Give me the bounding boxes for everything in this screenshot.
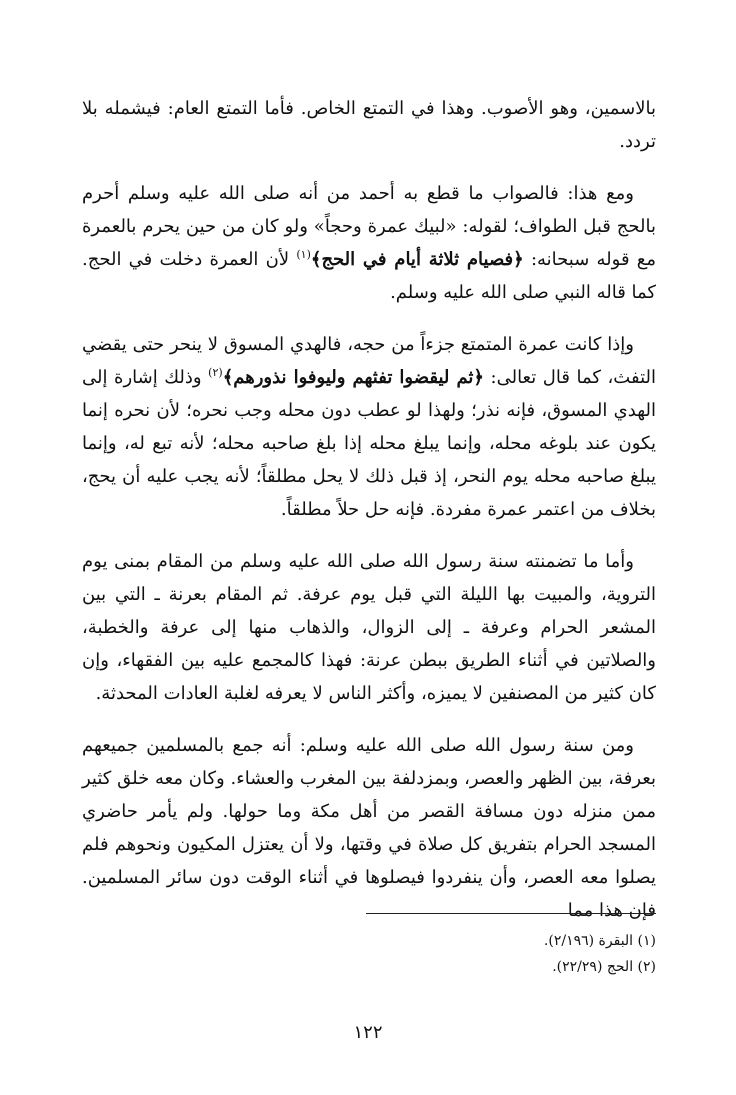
quran-quote-1: ﴿فصيام ثلاثة أيام في الحج﴾: [310, 249, 524, 270]
paragraph-5: ومن سنة رسول الله صلى الله عليه وسلم: أنه جمع بالمسلمين جميعهم بعرفة، بين الظهر والعصر، وبمزدلفة بين المغرب والعشاء. وكان معه خلق كثير ممن منزله دون مسافة القصر من أهل مكة وما حولها. ولم يأمر حاضري المسجد الحرام بتفريق كل صلاة في وقتها، ولا أن يعتزل المكيون ونحوهم فلم يصلوا معه العصر، وأن ينفردوا فيصلوها في أثناء الوقت دون سائر المسلمين. فإن هذا مما: [82, 735, 656, 921]
footnote-ref-2: (٢): [208, 366, 223, 379]
footnote-divider: [366, 913, 656, 914]
quran-quote-2: ﴿ثم ليقضوا تفثهم وليوفوا نذورهم﴾: [222, 367, 484, 388]
footnotes: [366, 928, 656, 980]
footnote-ref-1: (١): [296, 248, 311, 261]
footnote-2: (٢) الحج (٢٢/٢٩).: [552, 959, 656, 975]
paragraph-4: وأما ما تضمنته سنة رسول الله صلى الله عليه وسلم من المقام بمنى يوم التروية، والمبيت بها الليلة التي قبل يوم عرفة. ثم المقام بعرنة ـ التي بين المشعر الحرام وعرفة ـ إلى الزوال، والذهاب منها إلى عرفة والخطبة، والصلاتين في أثناء الطريق ببطن عرنة: فهذا كالمجمع عليه بين الفقهاء، وإن كان كثير من المصنفين لا يميزه، وأكثر الناس لا يعرفه لغلبة العادات المحدثة.: [82, 551, 656, 704]
paragraph-2-text-before: ومع هذا: فالصواب ما قطع به أحمد من أنه صلى الله عليه وسلم أحرم بالحج قبل الطواف؛ لقوله: «لبيك عمرة وحجاً» ولو كان من حين يحرم بالعمرة مع قوله سبحانه:: [82, 183, 656, 270]
paragraph-2: [82, 177, 656, 309]
paragraph-2-text-after: لأن العمرة دخلت في الحج. كما قاله النبي صلى الله عليه وسلم.: [82, 249, 656, 303]
paragraph-3: [82, 328, 656, 526]
paragraph-1: بالاسمين، وهو الأصوب. وهذا في التمتع الخاص. فأما التمتع العام: فيشمله بلا تردد.: [82, 98, 656, 152]
paragraph-3-text-after: وذلك إشارة إلى الهدي المسوق، فإنه نذر؛ ولهذا لو عطب دون محله وجب نحره؛ لأن نحره إنما يكون عند بلوغه محله، وإنما يبلغ محله إذا بلغ صاحبه محله؛ لأنه تبع له، وإنما يبلغ صاحبه محله يوم النحر، إذ قبل ذلك لا يحل مطلقاً؛ لأنه يجب عليه أن يحج، بخلاف من اعتمر عمرة مفردة. فإنه حل حلاً مطلقاً.: [82, 367, 656, 520]
paragraph-3-text-before: وإذا كانت عمرة المتمتع جزءاً من حجه، فالهدي المسوق لا ينحر حتى يقضي التفث، كما قال تعالى:: [82, 334, 657, 388]
page-number: ١٢٢: [353, 1022, 383, 1043]
footnote-1: (١) البقرة (٢/١٩٦).: [543, 933, 656, 949]
page-body: [82, 92, 656, 946]
